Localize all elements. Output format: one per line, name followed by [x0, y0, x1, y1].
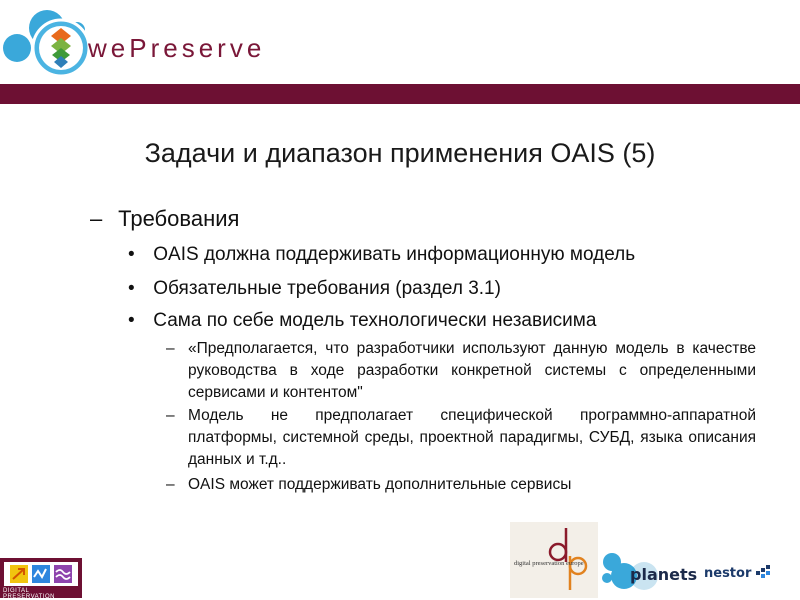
bullet-marker: •	[128, 244, 135, 265]
level1-item	[90, 206, 239, 232]
dash-marker: –	[166, 407, 175, 424]
dash-marker: –	[166, 340, 175, 357]
slide-title: Задачи и диапазон применения OAIS (5)	[144, 138, 656, 168]
bullet-marker: •	[128, 310, 135, 331]
logo-icons-strip	[4, 562, 78, 586]
bullet-item	[128, 278, 501, 300]
planets-logo	[600, 548, 700, 596]
level1-text: Требования	[118, 206, 240, 231]
sub-item	[166, 405, 756, 471]
sub-item-text: Модель не предполагает специфической программно-аппаратной платформы, системной среды, проектной парадигмы, СУБД, языка описания данных и т.д..	[188, 407, 756, 468]
sub-item	[166, 474, 756, 496]
brand-name: wePreserve	[88, 33, 266, 63]
planets-name: planets	[630, 565, 698, 584]
nestor-squares	[704, 565, 794, 587]
bullet-text: OAIS должна поддерживать информационную модель	[153, 244, 636, 265]
header-bar	[0, 84, 800, 104]
dpe-logo	[510, 522, 598, 598]
logo-caption: DIGITAL PRESERVATION	[3, 588, 56, 600]
bullet-item	[128, 244, 635, 266]
bullet-text: Сама по себе модель технологически независима	[153, 310, 597, 331]
sub-item-text: «Предполагается, что разработчики используют данную модель в качестве руководства в ходе разработки конкретной системы с определенными сервисами и контентом"	[188, 340, 756, 401]
dash-marker: –	[90, 206, 103, 231]
bullet-item	[128, 310, 596, 332]
sub-item-text: OAIS может поддерживать дополнительные сервисы	[188, 476, 572, 493]
wepreserve-logo	[0, 0, 520, 88]
nestor-name: nestor	[704, 566, 752, 581]
sub-item	[166, 338, 756, 404]
dpe-caption: digital preservation europe	[514, 560, 584, 567]
bullet-marker: •	[128, 278, 135, 299]
nestor-logo	[704, 565, 794, 587]
digital-preservation-logo	[0, 558, 82, 598]
bullet-text: Обязательные требования (раздел 3.1)	[153, 278, 501, 299]
dash-marker: –	[166, 476, 175, 493]
